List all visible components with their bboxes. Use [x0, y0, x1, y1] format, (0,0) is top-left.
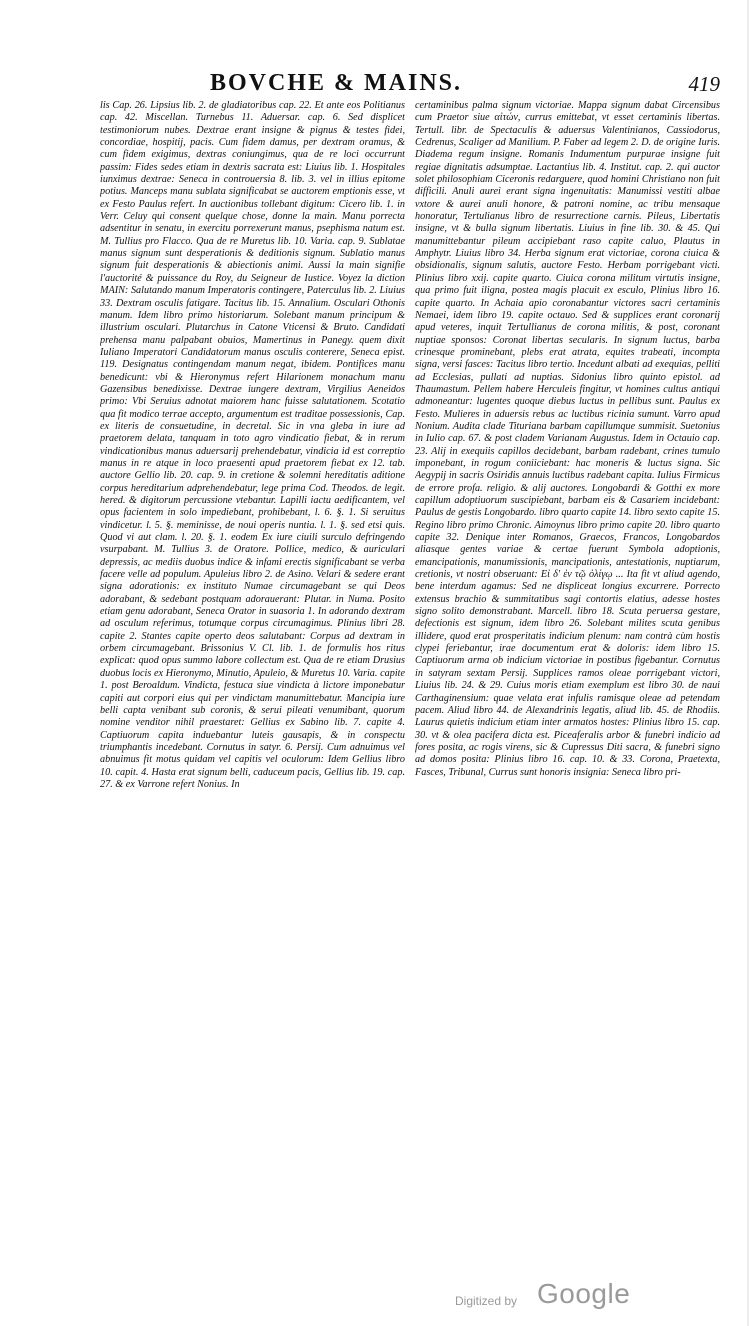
page-number: 419 [688, 72, 720, 96]
watermark-prefix: Digitized by [455, 1294, 518, 1308]
right-column [415, 100, 720, 1150]
left-column [100, 100, 405, 1150]
right-column-text: certaminibus palma signum victoriae. Mappa signum dabat Circensibus cum Praetor siue αἰτών, currus emittebat, vt esset certaminis libertas. Tertull. libr. de Spectaculis & aduersus Valentinianos, Cassiodorus, Cedrenus, Scaliger ad Manilium. P. Faber ad legem 2. D. de origine Iuris. Diadema regum insigne. Romanis Indumentum purpurae insigne fuit regiae dignitatis adsumptae. Lactantius lib. 4. Institut. cap. 2. qui auctor solet philosophiam Ciceronis redarguere, quod homini Christiano non fuit difficili. Anuli aurei erant signa ingenuitatis: Manumissi vestiti albae vxtore & aurei anuli honore, & patroni nomine, ac tribu mensaque honoratur, Tertulianus libro de resurrectione carnis. Pileus, Libertatis insigne, vt & bulla signum libertatis. Liuius in fine lib. 30. & 45. Qui manumittebantur pileum accipiebant raso capite caluo, Plautus in Amphytr. Liuius libro 34. Herba signum erat victoriae, corona ciuica & obsidionalis, signum salutis, auctore Festo. Herbam porrigebant victi. Plinius libro xxij. capite quarto. Ciuica corona militum virtutis insigne, qua primo fuit iligna, postea magis placuit ex esculo, Plinius libro 16. capite quarto. In Achaia apio coronabantur victores sacri certaminis Nemaei, idem libro 19. capite octauo. Sed & supplices erant coronarij apud veteres, inquit Tertullianus de corona militis, & post, coronant nuptiae sponsos: Coronat libertas secularis. In signum luctus, barba crinesque prominebant, plebs erat atrata, equites trabeati, incompta signa, versi fasces: Tacitus libro tertio. Incedunt albati ad exequias, pelliti ad Ecclesias, pullati ad nuptias. Sidonius libro quinto epistol. ad Thaumastum. Pellem habere Herculeis fingitur, vt homines cultus antiqui admoneantur: lugentes quoque diebus luctus in pellibus sunt. Paulus ex Festo. Mulieres in aduersis rebus ac luctibus ricinia sumunt. Varro apud Nonium. Audita clade Tituriana barbam capillumque summisit. Suetonius in Iulio cap. 67. & post cladem Varianam Augustus. Idem in Octauio cap. 23. Alij in exequiis capillos decidebant, barbam radebant, crines tumulo imponebant, in rogum coniiciebant: hac moneris & luctus signa. Sic Aegypij in sacris Osiridis annuis luctibus radebant capita. Iulius Firmicus de errore profa. religio. & alij auctores. Longobardi & Gotthi ex more capillum adoptiuorum suscipiebant, barbam eis & Casariem incidebant: Paulus de gestis Longobardo. libro quarto capite 14. libro sexto capite 15. Regino libro primo Chronic. Aimoynus libro primo capite 20. libro quarto capite 32. Denique inter Romanos, Graecos, Francos, Longobardos aliasque gentes variae & certae fuerunt Symbola adoptionis, emancipationis, manumissionis, mancipationis, antestationis, nuptiarum, cretionis, vt nostri obseruant: Εἰ δ' ἐν τῷ ὀλίγῳ ... Ita fit vt aliud agendo, bene interdum agamus: Sed ne displiceat longius excurrere. Porrecto extensus brachio & summitatibus sagi contortis elatius, adesse hostes signo solito demonstrabant. Marcell. libro 18. Scuta peruersa gestare, defectionis est signum, idem libro 26. Solebant milites scuta genibus illidere, quod erat prosperitatis indicium plenum: nam contrà cùm hostis clypei feriebantur, irae documentum erat & doloris: idem libro 15. Captiuorum arma ob indicium victoriae in postibus figebantur. Cornutus in satyram sextam Persij. Supplices ramos oleae porrigebant victori, Liuius lib. 24. & 29. Cuius moris etiam exemplum est libro 30. de naui Carthaginensium: quae velata erat infulis ramisque oleae ad petendam pacem. Aliud libro 44. de Alexandrinis legatis, aliud lib. 45. de Rhodiis. Laurus quietis indicium etiam inter armatos hostes: Plinius libro 15. cap. 30. vt & olea pacifera dicta est. Piceaferalis arbor & funebri indicio ad fores posita, ac rogis virens, sic & Cupressus Diti sacra, & funebri signo ad domos posita: Plinius libro 16. cap. 10. & 33. Corona, Praetexta, Fasces, Tribunal, Currus sunt honoris insignia: Seneca libro pri- [415, 100, 720, 778]
page-header [100, 70, 720, 102]
digitized-watermark [455, 1278, 655, 1318]
scan-edge-shadow [747, 0, 749, 1326]
running-title: BOVCHE & MAINS. [210, 70, 463, 96]
google-logo: Google [537, 1278, 631, 1309]
left-column-text: lis Cap. 26. Lipsius lib. 2. de gladiatoribus cap. 22. Et ante eos Politianus cap. 42. Miscellan. Turnebus 11. Aduersar. cap. 6. Sed displicet testimoniorum nubes. Dextrae erant insigne & pignus & testes fidei, concordiae, hospitij, pacis. Cum fidem damus, per dextram oramus, & cum fidem exigimus, dextras coniungimus, qua de re loci occurrunt passim: Fides sedes etiam in dextris sacrata est: Liuius lib. 1. Hospitales iunximus dextrae: Seneca in controuersia 8. lib. 3. vel in illius epitome potius. Manceps manu sublata significabat se auctorem emptionis esse, vt ex Festo Paulus refert. In auctionibus tollebant digitum: Cicero lib. 1. in Verr. Celuy qui consent quelque chose, donne la main. Manu porrecta adsentitur in senatu, in exercitu porrexerunt manus, psephisma natum est. M. Tullius pro Flacco. Qua de re Muretus lib. 10. Varia. cap. 9. Sublatae manus signum sunt desperationis & deditionis signum. Sublatio manus signum fuit desperationis & abiectionis animi. Aussi la main signifie l'auctorité & puissance du Roy, du Seigneur de Iustice. Voyez la diction MAIN: Salutando manum Imperatoris contingere, Paterculus lib. 2. Liuius 33. Dextram osculis fatigare. Tacitus lib. 15. Annalium. Osculari Othonis manum. Idem libro primo historiarum. Solebant manum principum & illustrium osculari. Plutarchus in Catone Vticensi & Bruto. Candidati prehensa manu palpabant obuios, Mamertinus in Panegy. quem dixit Iuliano Imperatori Candidatorum manus osculis conterere, Seneca epist. 119. Designatus contingendam manum negat, ibidem. Pontifices manu benedicunt: vbi & Hieronymus refert Hilarionem monachum manu Gazensibus benedixisse. Dextrae iungere dextram, Virgilius Aeneidos primo: Vbi Seruius adnotat maiorem hanc fuisse salutationem. Scotatio qua fit modico terrae accepto, argumentum est traditae possessionis, Cap. ex literis de consuetudine, in decretal. Sic in vna gleba in iure ad praetorem delata, tanquam in toto agro vindicatio fiebat, & in rerum vindicationibus manus aduersarij prehendebatur, vindicia id est correptio manus in re atque in loco praesenti apud praetorem fiebat ex 12. tab. auctore Gellio lib. 20. cap. 9. in cretione & solemni hereditatis aditione corpus hereditarium adprehendebatur, lege prima Cod. Theodos. de legit. hered. & digitorum percussione vtebantur. Lapilli iactu aedificantem, vel opus facientem in solo impediebant, prohibebant, l. 6. §. 1. Si seruitus vindicetur. l. 5. §. meminisse, de noui operis nuntia. l. 1. §. sed etsi quis. Quod vi aut clam. l. 20. §. 1. eodem Ex iure ciuili surculo defringendo vsurpabant. M. Tullius 3. de Oratore. Pollice, medico, & auriculari depressis, ac mediis duobus indice & infami erectis significabant se verba facere velle ad populum. Apuleius libro 2. de Asino. Velari & sedere erant signa adorationis: ex instituto Numae circumagebant se qui Deos adorabant, & sedebant postquam adorauerant: Plutar. in Numa. Posito etiam genu adorabant, Seneca Orator in suasoria 1. In adorando dextram ad osculum referimus, totumque corpus circumagimus. Plinius libri 28. capite 2. Stantes capite operto deos salutabant: Corpus ad dextram in orbem circumagebant. Brissonius V. Cl. lib. 1. de formulis hos ritus explicat: quod opus summo labore collectum est. Qua de re etiam Drusius duobus locis ex Hieronymo, Minutio, Apuleio, & Muretus 10. Varia. capite 1. post Beroaldum. Vindicta, festuca siue vindicta à lictore imponebatur capiti aut corpori eius qui per vindictam manumittebatur. Mancipia iure belli capta venibant sub coronis, & serui pileati venumibant, quorum nomine venditor nihil praestaret: Gellius ex Sabino lib. 7. capite 4. Captiuorum capita induebantur luteis gausapis, & in conspectu triumphantis incedebant. Cornutus in satyr. 6. Persij. Cum adnuimus vel abnuimus fit motus quidam vel capitis vel oculorum: Idem Gellius libro 10. capit. 4. Hasta erat signum belli, caduceum pacis, Gellius lib. 19. cap. 27. & ex Varrone refert Nonius. In [100, 100, 405, 790]
